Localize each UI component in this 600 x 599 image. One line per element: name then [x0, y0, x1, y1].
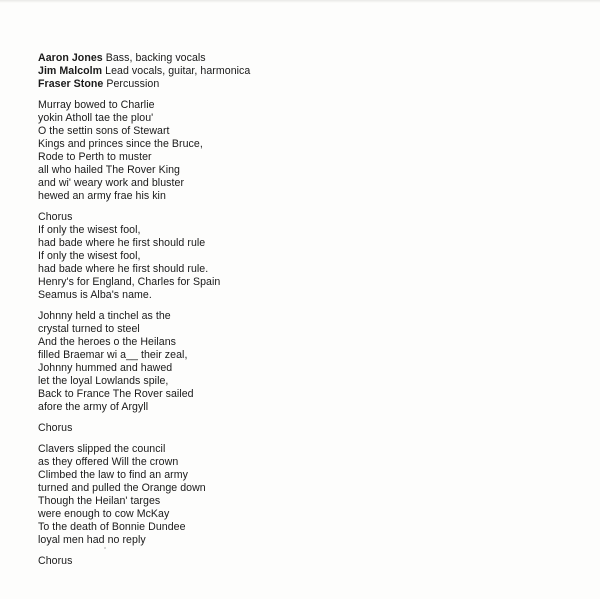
- lyric-line: let the loyal Lowlands spile,: [38, 375, 169, 387]
- credit-line: [38, 78, 578, 91]
- credit-name: Jim Malcolm: [38, 65, 103, 77]
- lyric-line: Kings and princes since the Bruce,: [38, 138, 203, 150]
- lyric-line: Back to France The Rover sailed: [38, 388, 194, 400]
- verse-2: [38, 310, 578, 414]
- lyric-line: hewed an army frae his kin: [38, 190, 166, 202]
- lyric-line: Johnny held a tinchel as the: [38, 310, 171, 322]
- lyric-line: Henry's for England, Charles for Spain: [38, 276, 221, 288]
- lyric-line: as they offered Will the crown: [38, 456, 179, 468]
- verse-3: [38, 443, 578, 547]
- lyric-line: Though the Heilan' targes: [38, 495, 161, 507]
- lyric-line: Climbed the law to find an army: [38, 469, 188, 481]
- lyric-line: Murray bowed to Charlie: [38, 99, 155, 111]
- chorus-reference: Chorus: [38, 555, 73, 567]
- lyric-line: If only the wisest fool,: [38, 224, 141, 236]
- credit-role: Percussion: [106, 78, 160, 90]
- credit-role: Lead vocals, guitar, harmonica: [105, 65, 251, 77]
- credit-role: Bass, backing vocals: [105, 52, 206, 64]
- lyrics-content: [38, 52, 578, 576]
- lyric-line: yokin Atholl tae the plou': [38, 112, 154, 124]
- credit-line: [38, 65, 578, 78]
- credit-line: [38, 52, 578, 65]
- lyric-line: were enough to cow McKay: [38, 508, 170, 520]
- lyric-line: and wi' weary work and bluster: [38, 177, 185, 189]
- lyric-line: Seamus is Alba's name.: [38, 289, 152, 301]
- lyric-line: O the settin sons of Stewart: [38, 125, 170, 137]
- lyric-line: To the death of Bonnie Dundee: [38, 521, 186, 533]
- lyric-line: Clavers slipped the council: [38, 443, 166, 455]
- lyric-line: Rode to Perth to muster: [38, 151, 152, 163]
- chorus: [38, 211, 578, 302]
- credit-name: Aaron Jones: [38, 52, 103, 64]
- lyric-line: afore the army of Argyll: [38, 401, 149, 413]
- lyric-line: turned and pulled the Orange down: [38, 482, 206, 494]
- lyric-line: And the heroes o the Heilans: [38, 336, 177, 348]
- band-credits: [38, 52, 578, 91]
- lyric-line: filled Braemar wi a__ their zeal,: [38, 349, 188, 361]
- chorus-reference: Chorus: [38, 422, 73, 434]
- lyric-line: Johnny hummed and hawed: [38, 362, 173, 374]
- page-fold-shadow: [0, 0, 600, 3]
- lyric-line: had bade where he first should rule.: [38, 263, 209, 275]
- lyric-line: crystal turned to steel: [38, 323, 140, 335]
- chorus-heading: Chorus: [38, 211, 73, 223]
- lyric-line: had bade where he first should rule: [38, 237, 206, 249]
- lyric-line: loyal men had no reply: [38, 534, 146, 546]
- verse-1: [38, 99, 578, 203]
- credit-name: Fraser Stone: [38, 78, 104, 90]
- lyric-line: If only the wisest fool,: [38, 250, 141, 262]
- lyric-line: all who hailed The Rover King: [38, 164, 180, 176]
